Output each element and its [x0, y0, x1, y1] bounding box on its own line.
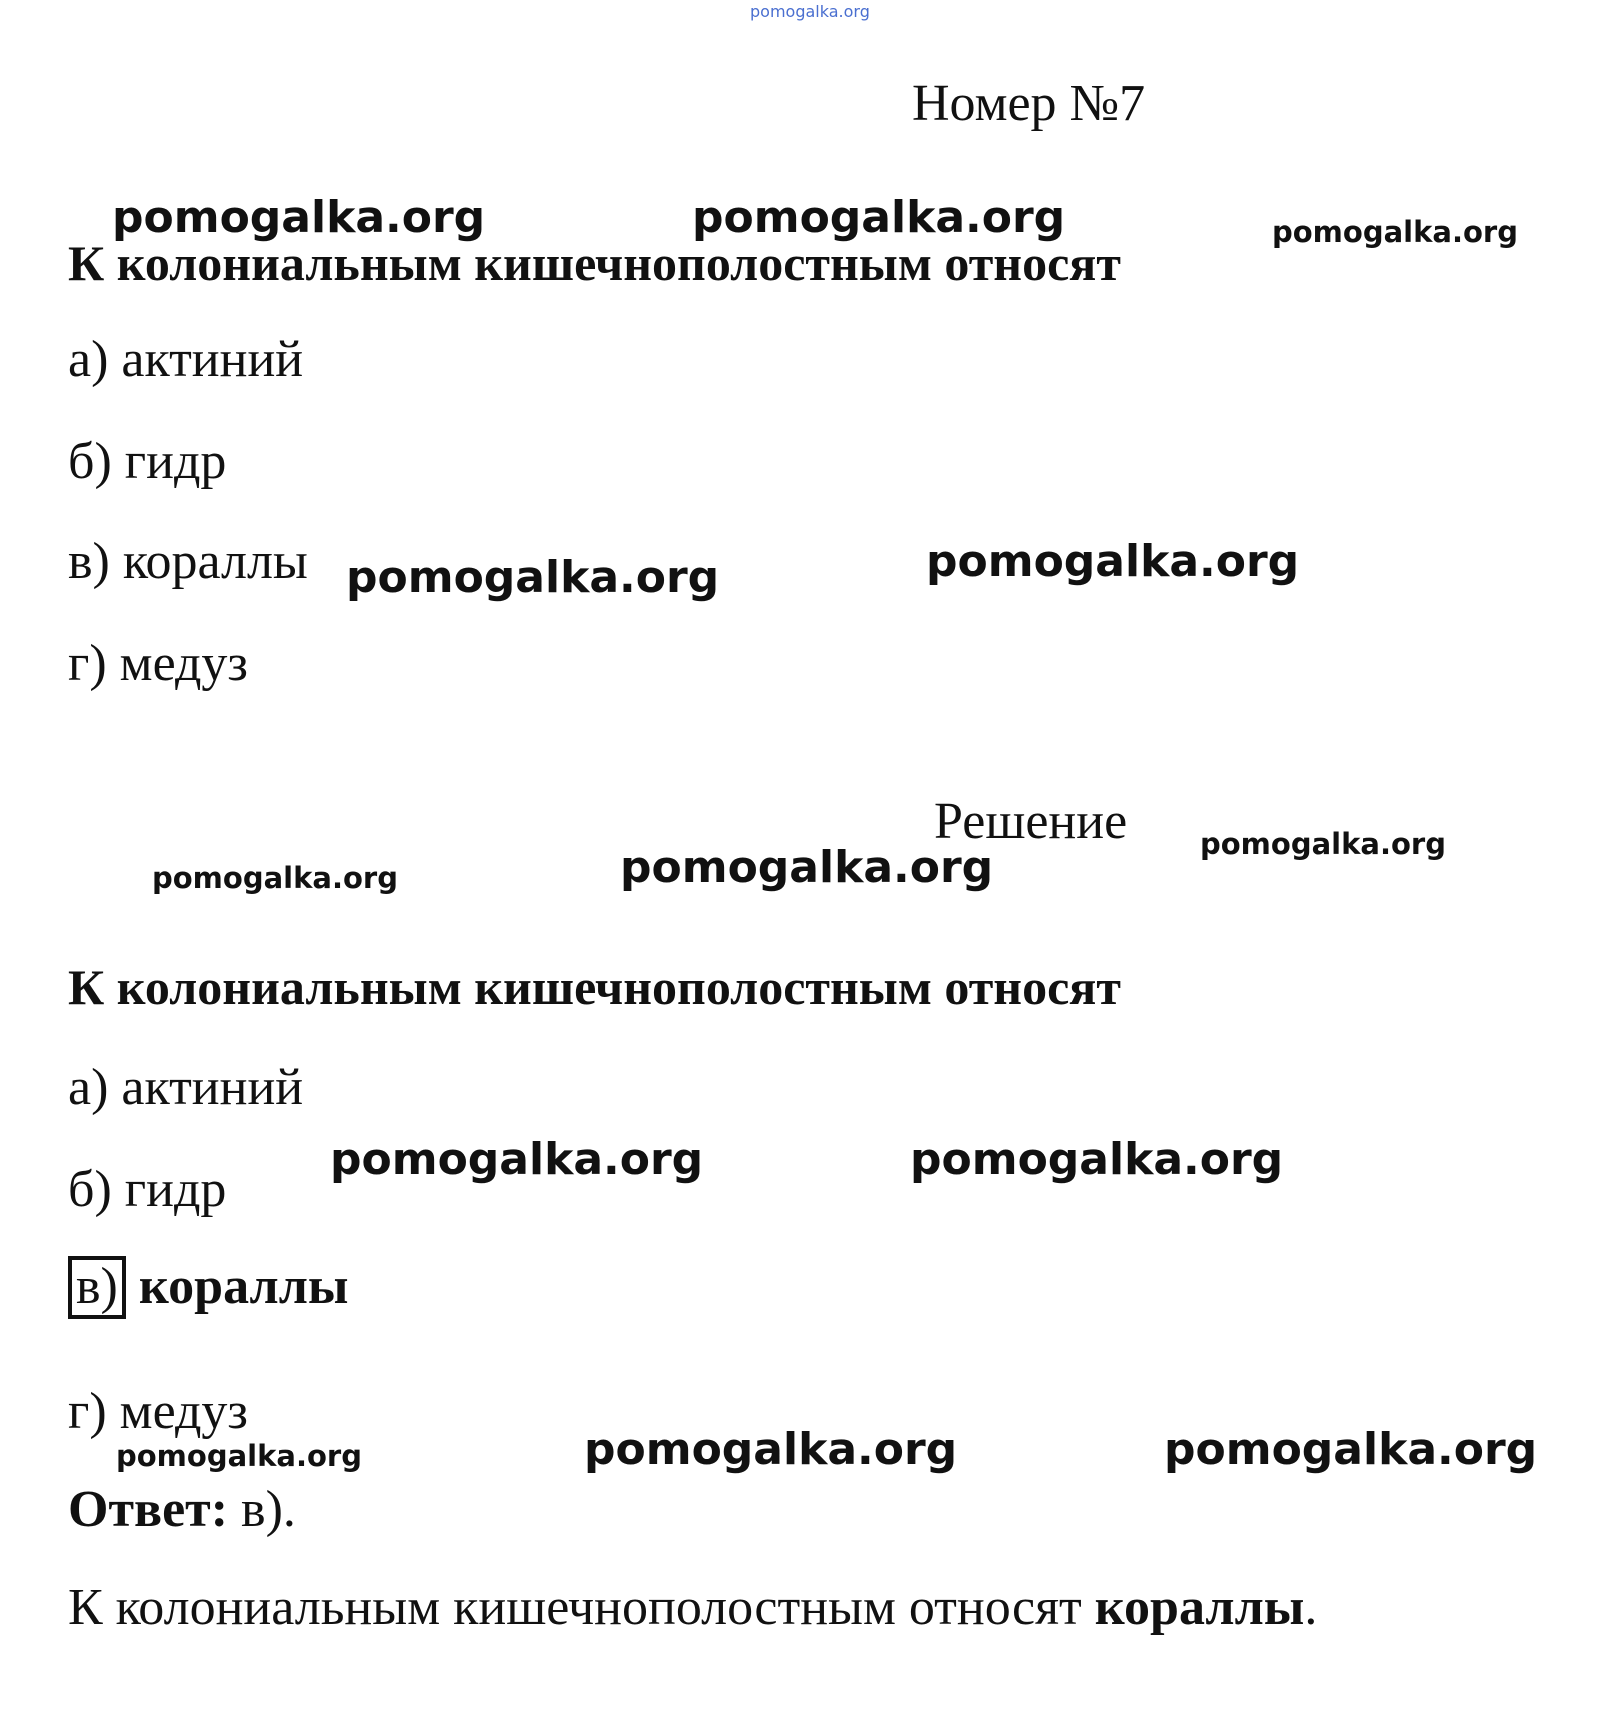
- conclusion-answer: кораллы: [1094, 1579, 1305, 1636]
- conclusion-text: К колониальным кишечнополостным относят: [68, 1579, 1082, 1636]
- option-letter: а): [68, 331, 109, 388]
- selected-letter-box: в): [68, 1256, 126, 1319]
- watermark: pomogalka.org: [330, 1134, 704, 1185]
- option-text: кораллы: [122, 533, 308, 590]
- option-text: гидр: [124, 433, 227, 490]
- conclusion-period: .: [1304, 1579, 1318, 1636]
- watermark: pomogalka.org: [584, 1424, 958, 1475]
- option-c: [68, 533, 308, 590]
- watermark: pomogalka.org: [1272, 215, 1518, 249]
- option-letter: б): [68, 433, 112, 490]
- top-source-tag: pomogalka.org: [750, 2, 870, 21]
- option-letter: г): [68, 1383, 107, 1440]
- watermark: pomogalka.org: [152, 861, 398, 895]
- solution-question-text: К колониальным кишечнополостным относят: [68, 959, 1121, 1015]
- solution-option-c-selected: [68, 1256, 348, 1319]
- watermark: pomogalka.org: [112, 192, 486, 243]
- option-text: кораллы: [138, 1258, 349, 1315]
- solution-heading: Решение: [934, 793, 1128, 850]
- option-letter: б): [68, 1161, 112, 1218]
- page-title: Номер №7: [912, 75, 1146, 132]
- solution-option-a: [68, 1059, 304, 1116]
- question-text: К колониальным кишечнополостным относят: [68, 235, 1121, 291]
- watermark: pomogalka.org: [926, 536, 1300, 587]
- option-letter: г): [68, 635, 107, 692]
- answer-label: Ответ:: [68, 1481, 229, 1538]
- watermark: pomogalka.org: [116, 1439, 362, 1473]
- option-a: [68, 331, 304, 388]
- watermark: pomogalka.org: [620, 842, 994, 893]
- option-b: [68, 433, 227, 490]
- option-letter: в): [68, 533, 110, 590]
- solution-option-d: [68, 1383, 248, 1440]
- watermark: pomogalka.org: [692, 192, 1066, 243]
- watermark: pomogalka.org: [910, 1134, 1284, 1185]
- option-text: медуз: [119, 1383, 248, 1440]
- watermark: pomogalka.org: [346, 552, 720, 603]
- answer-value: в).: [241, 1481, 296, 1538]
- watermark: pomogalka.org: [1164, 1424, 1538, 1475]
- solution-option-b: [68, 1161, 227, 1218]
- option-letter: а): [68, 1059, 109, 1116]
- answer-line: [68, 1481, 296, 1538]
- conclusion-line: [68, 1579, 1318, 1636]
- option-text: медуз: [119, 635, 248, 692]
- option-text: гидр: [124, 1161, 227, 1218]
- watermark: pomogalka.org: [1200, 827, 1446, 861]
- option-text: актиний: [121, 331, 304, 388]
- option-text: актиний: [121, 1059, 304, 1116]
- option-d: [68, 635, 248, 692]
